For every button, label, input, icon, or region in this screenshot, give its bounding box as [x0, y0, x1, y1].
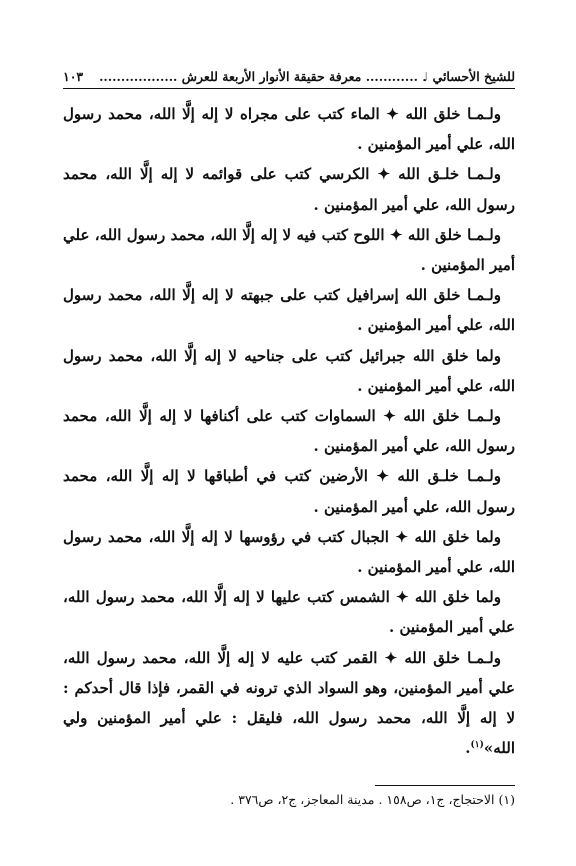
- paragraph: ولـمـا خلـق الله ✦ الكرسي كتب على قوائمه لا إله إلَّا الله، محمد رسول الله، علي أمير المؤمنين .: [63, 165, 515, 214]
- paragraph-text: ولـمـا خلق الله ✦ القمر كتب عليه لا إله إلَّا الله، محمد رسول الله، علي أمير المؤمنين، وهو السواد الذي ترونه في القمر، فإذا قال أحدكم : لا إله إلَّا الله، محمد رسول الله، فليقل : علي أمير المؤمنين ولي الله»: [63, 648, 515, 758]
- paragraph: ولما خلق الله ✦ الجبال كتب في رؤوسها لا إله إلَّا الله، محمد رسول الله، علي أمير المؤمنين .: [63, 527, 515, 577]
- running-header: [63, 58, 515, 84]
- book-page: [63, 58, 515, 848]
- footnote-reference: (١): [470, 740, 484, 751]
- paragraph: ولـمـا خلق الله ✦ اللوح كتب فيه لا إله إلَّا الله، محمد رسول الله، علي أمير المؤمنين .: [63, 225, 515, 275]
- paragraph: ولـمـا خلـق الله ✦ الأرضين كتب في أطباقها لا إله إلَّا الله، محمد رسول الله، علي أمير المؤمنين .: [63, 467, 515, 516]
- last-paragraph: ولـمـا خلق الله ✦ القمر كتب عليه لا إله إلَّا الله، محمد رسول الله، علي أمير المؤمنين، وهو السواد الذي ترونه في القمر، فإذا قال أحدكم : لا إله إلَّا الله، محمد رسول الله، فليقل : علي أمير المؤمنين ولي الله»$^{(١)}$.: [63, 648, 515, 758]
- page-number: ١٠٣: [63, 69, 84, 84]
- paragraph: ولـمـا خلق الله ✦ السماوات كتب على أكنافها لا إله إلَّا الله، محمد رسول الله، علي أمير المؤمنين .: [63, 407, 515, 456]
- header-divider: [63, 88, 515, 89]
- paragraph: ولما خلق الله ✦ الشمس كتب عليها لا إله إلَّا الله، محمد رسول الله، علي أمير المؤمنين .: [63, 588, 515, 637]
- footnote-divider: [375, 785, 515, 786]
- main-text: [63, 99, 515, 763]
- paragraph: ولما خلق الله جبرائيل كتب على جناحيه لا إله إلَّا الله، محمد رسول الله، علي أمير المؤمنين .: [63, 346, 515, 395]
- paragraph: ولـمـا خلق الله إسرافيل كتب على جبهته لا إله إلَّا الله، محمد رسول الله، علي أمير المؤمنين .: [63, 286, 515, 335]
- paragraph: ولـمـا خلق الله ✦ الماء كتب على مجراه لا إله إلَّا الله، محمد رسول الله، علي أمير المؤمنين .: [63, 105, 515, 154]
- header-book-title: للشيخ الأحسائي ♩ ............ معرفة حقيقة الأنوار الأربعة للعرش ..................: [99, 69, 515, 84]
- footnote: (١) الاحتجاج، ج١، ص١٥٨ . مدينة المعاجز، ج٢، ص٣٧٦ .: [230, 792, 515, 808]
